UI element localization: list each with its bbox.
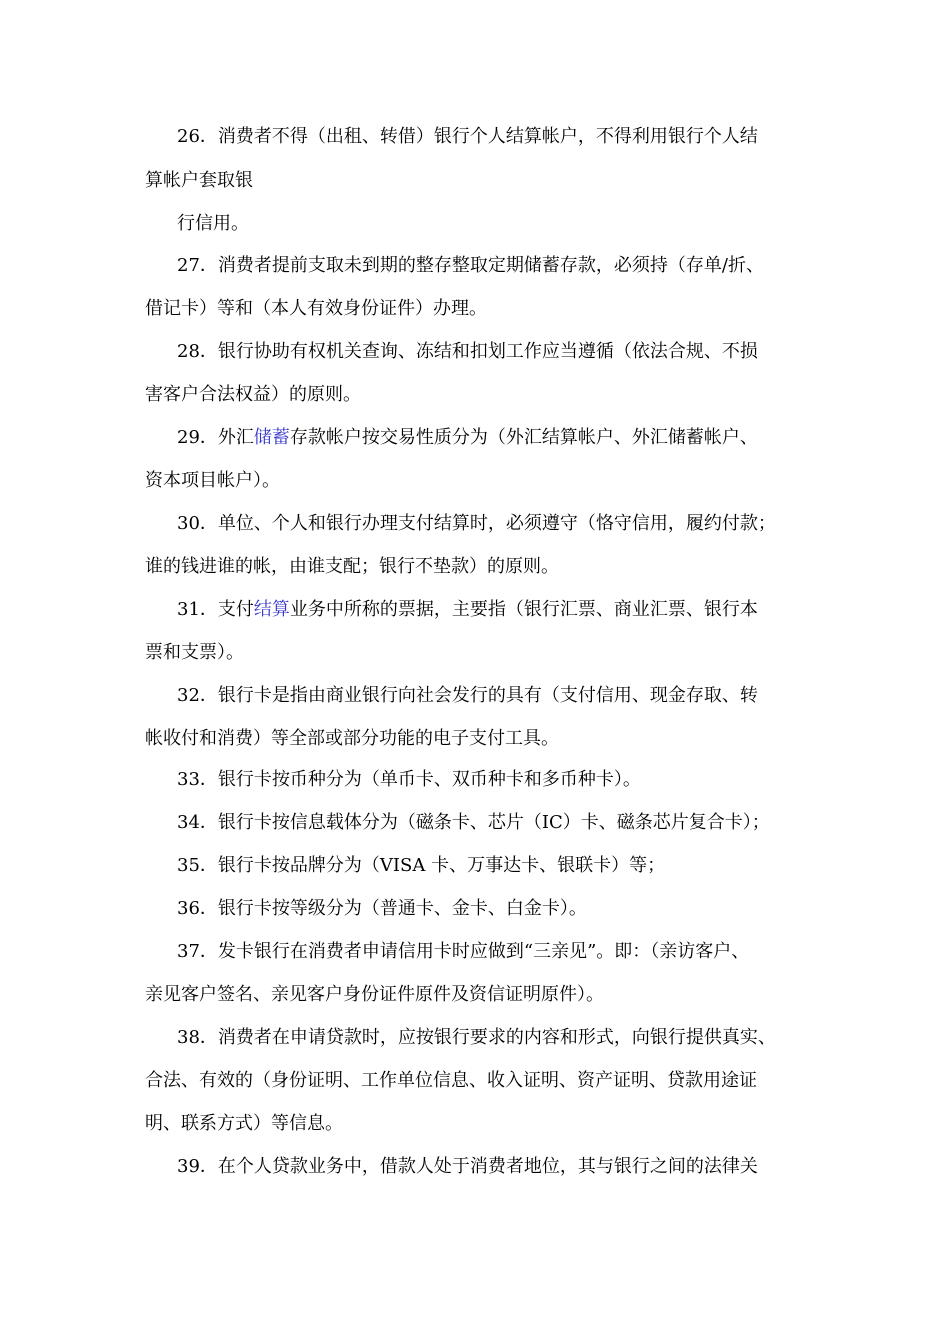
item-29-line-2: 资本项目帐户）。: [145, 470, 280, 491]
item-29-hyperlink[interactable]: 储蓄: [253, 427, 290, 448]
item-36-line-1: 36．银行卡按等级分为（普通卡、金卡、白金卡）。: [177, 898, 587, 919]
item-26-line-2: 算帐户套取银: [145, 170, 253, 191]
item-26-line-3: 行信用。: [177, 213, 249, 234]
item-31-hyperlink[interactable]: 结算: [253, 599, 290, 620]
item-28-line-2: 害客户合法权益）的原则。: [145, 384, 361, 405]
item-31-prefix: 31．支付: [177, 599, 254, 620]
item-26-line-1: 26．消费者不得（出租、转借）银行个人结算帐户，不得利用银行个人结: [177, 126, 758, 147]
item-31-line-2: 票和支票）。: [145, 642, 244, 663]
item-31-line-1: [177, 598, 758, 622]
item-38-line-1: 38．消费者在申请贷款时，应按银行要求的内容和形式，向银行提供真实、: [177, 1027, 776, 1048]
item-37-line-2: 亲见客户签名、亲见客户身份证件原件及资信证明原件）。: [145, 984, 604, 1005]
item-29-prefix: 29．外汇: [177, 427, 254, 448]
item-29-line-1: [177, 426, 758, 450]
item-27-line-2: 借记卡）等和（本人有效身份证件）办理。: [145, 298, 487, 319]
item-38-line-2: 合法、有效的（身份证明、工作单位信息、收入证明、资产证明、贷款用途证: [145, 1070, 757, 1091]
item-34-line-1: 34．银行卡按信息载体分为（磁条卡、芯片（IC）卡、磁条芯片复合卡）；: [177, 812, 770, 833]
item-28-line-1: 28．银行协助有权机关查询、冻结和扣划工作应当遵循（依法合规、不损: [177, 341, 758, 362]
item-30-line-1: 30．单位、个人和银行办理支付结算时，必须遵守（恪守信用，履约付款；: [177, 513, 776, 534]
item-35-line-1: 35．银行卡按品牌分为（VISA 卡、万事达卡、银联卡）等；: [177, 855, 666, 876]
item-30-line-2: 谁的钱进谁的帐，由谁支配；银行不垫款）的原则。: [145, 556, 559, 577]
item-32-line-2: 帐收付和消费）等全部或部分功能的电子支付工具。: [145, 728, 559, 749]
item-29-suffix: 存款帐户按交易性质分为（外汇结算帐户、外汇储蓄帐户、: [289, 427, 758, 448]
item-39-line-1: 39．在个人贷款业务中，借款人处于消费者地位，其与银行之间的法律关: [177, 1156, 758, 1177]
item-27-line-1: 27．消费者提前支取未到期的整存整取定期储蓄存款，必须持（存单/折、: [177, 255, 764, 276]
item-38-line-3: 明、联系方式）等信息。: [145, 1113, 343, 1134]
item-33-line-1: 33．银行卡按币种分为（单币卡、双币种卡和多币种卡）。: [177, 769, 641, 790]
item-31-suffix: 业务中所称的票据，主要指（银行汇票、商业汇票、银行本: [289, 599, 758, 620]
item-32-line-1: 32．银行卡是指由商业银行向社会发行的具有（支付信用、现金存取、转: [177, 685, 758, 706]
item-37-line-1: 37．发卡银行在消费者申请信用卡时应做到“三亲见”。即：（亲访客户、: [177, 941, 750, 962]
